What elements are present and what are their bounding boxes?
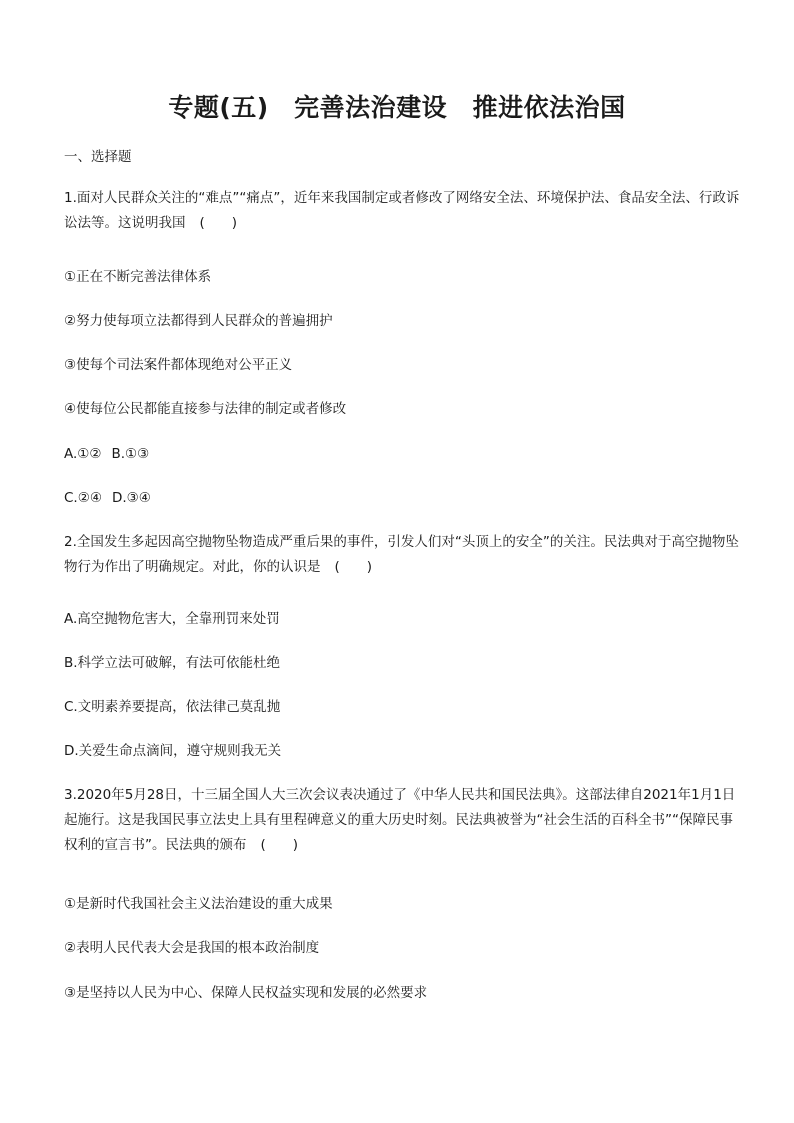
answer-paren: ( ) bbox=[334, 559, 373, 575]
q2-option-c: C.文明素养要提高，依法律己莫乱抛 bbox=[64, 699, 281, 715]
q1-options-row-1 bbox=[64, 444, 149, 464]
q1-option-d: D.③④ bbox=[111, 490, 151, 506]
q2-option-d: D.关爱生命点滴间，遵守规则我无关 bbox=[64, 743, 282, 759]
q1-statement-4: ④使每位公民都能直接参与法律的制定或者修改 bbox=[64, 401, 347, 417]
answer-paren: ( ) bbox=[260, 837, 299, 853]
page-title: 专题(五) 完善法治建设 推进依法治国 bbox=[168, 93, 626, 122]
question-3-text: 3.2020年5月28日，十三届全国人大三次会议表决通过了《中华人民共和国民法典》。这部法律自2021年1月1日起施行。这是我国民事立法史上具有里程碑意义的重大历史时刻。民法典被誉为“社会生活的百科全书”“保障民事权利的宣言书”。民法典的颁布 bbox=[64, 787, 736, 853]
q1-statement-2: ②努力使每项立法都得到人民群众的普遍拥护 bbox=[64, 313, 333, 329]
section-heading: 一、选择题 bbox=[64, 149, 132, 165]
q1-statement-3: ③使每个司法案件都体现绝对公平正义 bbox=[64, 357, 293, 373]
question-2-stem bbox=[64, 530, 744, 580]
question-1-stem bbox=[64, 186, 744, 236]
q3-statement-2: ②表明人民代表大会是我国的根本政治制度 bbox=[64, 940, 320, 956]
q2-option-a: A.高空抛物危害大，全靠刑罚来处罚 bbox=[64, 611, 280, 627]
q1-statement-1: ①正在不断完善法律体系 bbox=[64, 269, 212, 285]
q1-option-b: B.①③ bbox=[111, 446, 150, 462]
q2-option-b: B.科学立法可破解，有法可依能杜绝 bbox=[64, 655, 281, 671]
q3-statement-3: ③是坚持以人民为中心、保障人民权益实现和发展的必然要求 bbox=[64, 985, 428, 1001]
q1-option-c: C.②④ bbox=[64, 490, 102, 506]
q3-statement-1: ①是新时代我国社会主义法治建设的重大成果 bbox=[64, 896, 333, 912]
answer-paren: ( ) bbox=[199, 215, 238, 231]
question-3-stem bbox=[64, 783, 744, 858]
question-1-text: 1.面对人民群众关注的“难点”“痛点”，近年来我国制定或者修改了网络安全法、环境保护法、食品安全法、行政诉讼法等。这说明我国 bbox=[64, 190, 740, 231]
question-2-text: 2.全国发生多起因高空抛物坠物造成严重后果的事件，引发人们对“头顶上的安全”的关注。民法典对于高空抛物坠物行为作出了明确规定。对此，你的认识是 bbox=[64, 534, 739, 575]
q1-options-row-2 bbox=[64, 488, 151, 508]
q1-option-a: A.①② bbox=[64, 446, 102, 462]
